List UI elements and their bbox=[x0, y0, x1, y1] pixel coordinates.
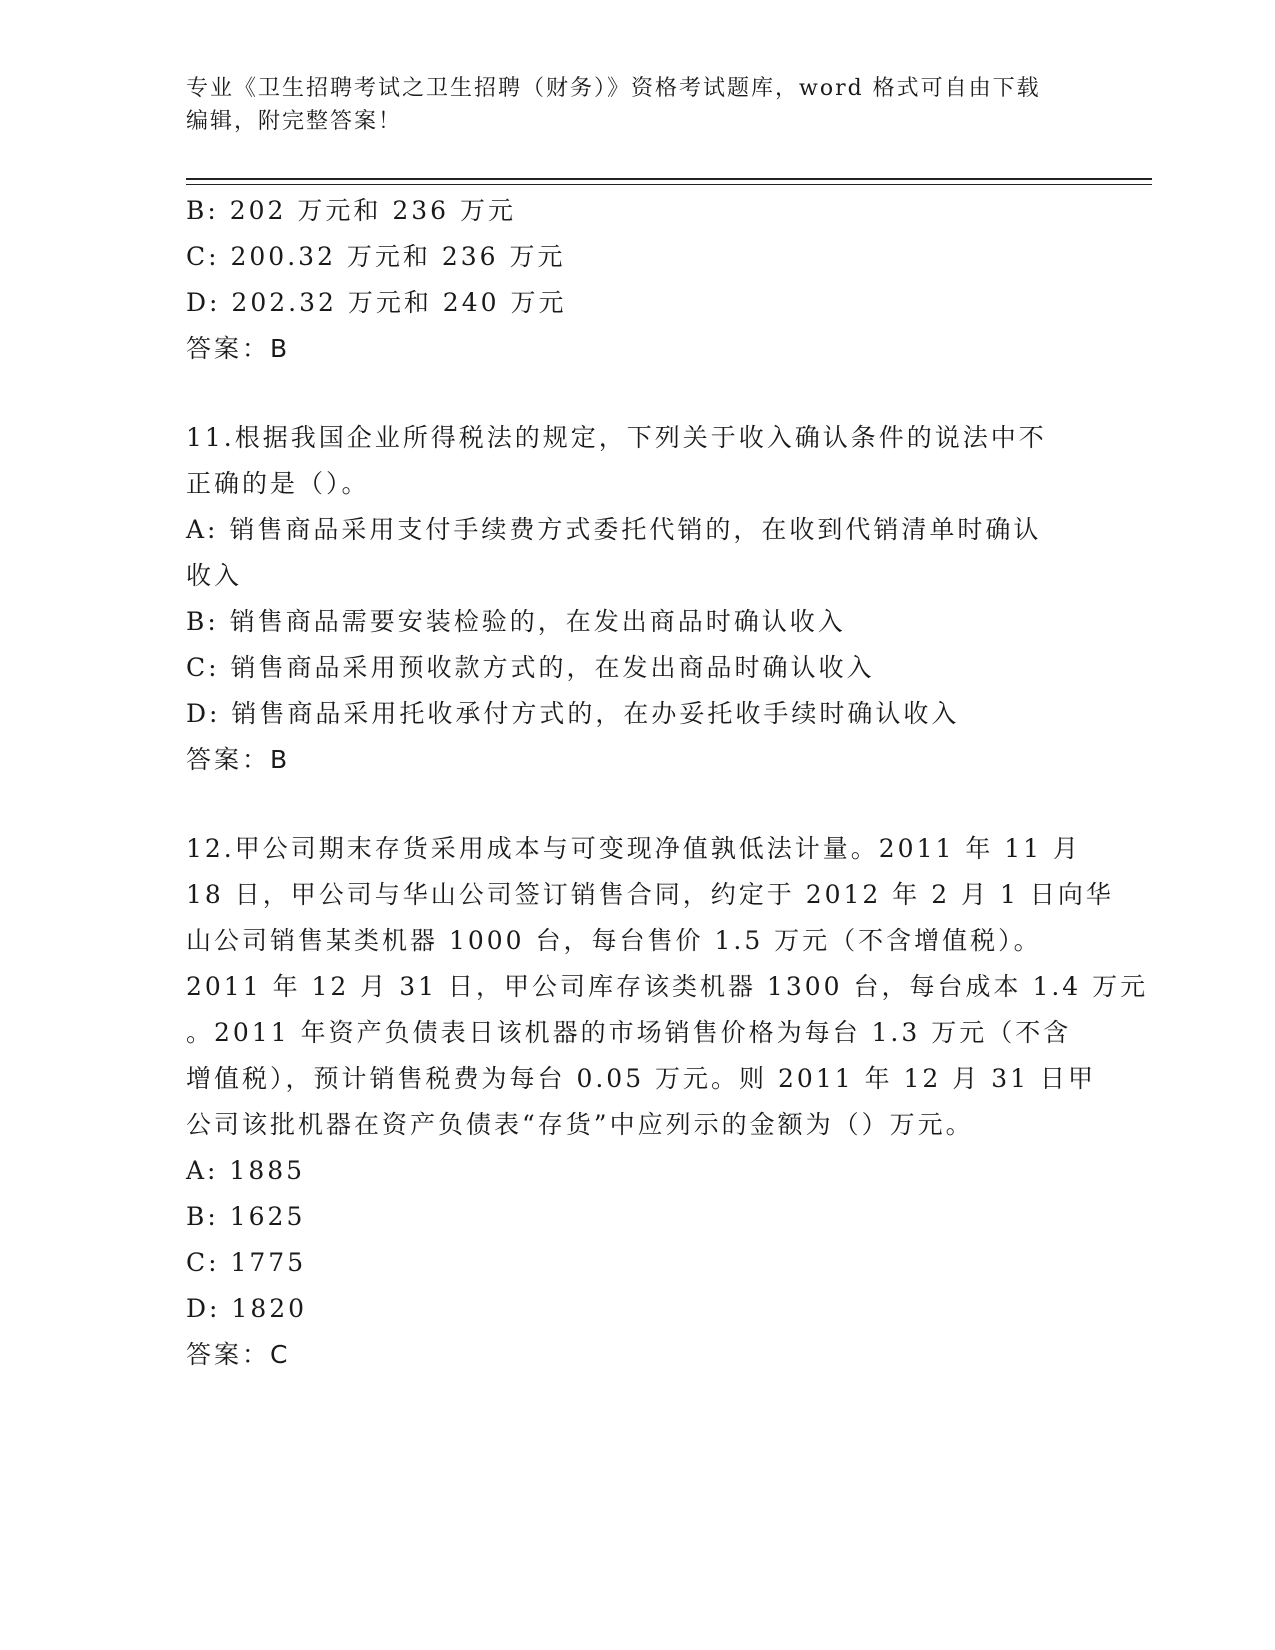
question-stem-line: 公司该批机器在资产负债表“存货”中应列示的金额为（）万元。 bbox=[186, 1110, 974, 1139]
previous-question-block bbox=[186, 188, 1086, 372]
question-stem-line: 18 日，甲公司与华山公司签订销售合同，约定于 2012 年 2 月 1 日向华 bbox=[186, 880, 1114, 909]
question-stem-line: 正确的是（）。 bbox=[186, 469, 370, 498]
question-12-block bbox=[186, 826, 1149, 1378]
answer-line: 答案：B bbox=[186, 334, 291, 363]
header-divider-thin bbox=[186, 184, 1152, 185]
header-line-2: 编辑，附完整答案！ bbox=[186, 109, 403, 134]
question-stem-line: 2011 年 12 月 31 日，甲公司库存该类机器 1300 台，每台成本 1.4 万元 bbox=[186, 972, 1149, 1001]
question-stem-line: 山公司销售某类机器 1000 台，每台售价 1.5 万元（不含增值税）。 bbox=[186, 926, 1042, 955]
option-b: B: 销售商品需要安装检验的，在发出商品时确认收入 bbox=[186, 607, 846, 636]
answer-line: 答案：B bbox=[186, 745, 291, 774]
option-d: D: 销售商品采用托收承付方式的，在办妥托收手续时确认收入 bbox=[186, 699, 960, 728]
option-d: D: 1820 bbox=[186, 1294, 308, 1323]
option-b: B: 202 万元和 236 万元 bbox=[186, 196, 517, 225]
header-divider-thick bbox=[186, 178, 1152, 180]
option-c: C: 1775 bbox=[186, 1248, 307, 1277]
answer-line: 答案：C bbox=[186, 1340, 291, 1369]
question-stem-line: 12.甲公司期末存货采用成本与可变现净值孰低法计量。2011 年 11 月 bbox=[186, 834, 1082, 863]
option-a: A: 1885 bbox=[186, 1156, 306, 1185]
option-b: B: 1625 bbox=[186, 1202, 306, 1231]
question-stem-line: 11.根据我国企业所得税法的规定，下列关于收入确认条件的说法中不 bbox=[186, 423, 1047, 452]
spacer bbox=[186, 372, 1086, 415]
question-content bbox=[186, 188, 1149, 1378]
spacer bbox=[186, 783, 1086, 826]
option-c: C: 销售商品采用预收款方式的，在发出商品时确认收入 bbox=[186, 653, 875, 682]
option-a-continued: 收入 bbox=[186, 561, 243, 590]
header-line-1: 专业《卫生招聘考试之卫生招聘（财务）》资格考试题库，word 格式可自由下载 bbox=[186, 76, 1041, 101]
option-a: A: 销售商品采用支付手续费方式委托代销的，在收到代销清单时确认 bbox=[186, 515, 1042, 544]
question-11-block bbox=[186, 415, 1086, 783]
option-c: C: 200.32 万元和 236 万元 bbox=[186, 242, 566, 271]
option-d: D: 202.32 万元和 240 万元 bbox=[186, 288, 567, 317]
question-stem-line: 增值税），预计销售税费为每台 0.05 万元。则 2011 年 12 月 31 日甲 bbox=[186, 1064, 1096, 1093]
question-stem-line: 。2011 年资产负债表日该机器的市场销售价格为每台 1.3 万元（不含 bbox=[186, 1018, 1072, 1047]
document-header bbox=[186, 72, 1066, 138]
